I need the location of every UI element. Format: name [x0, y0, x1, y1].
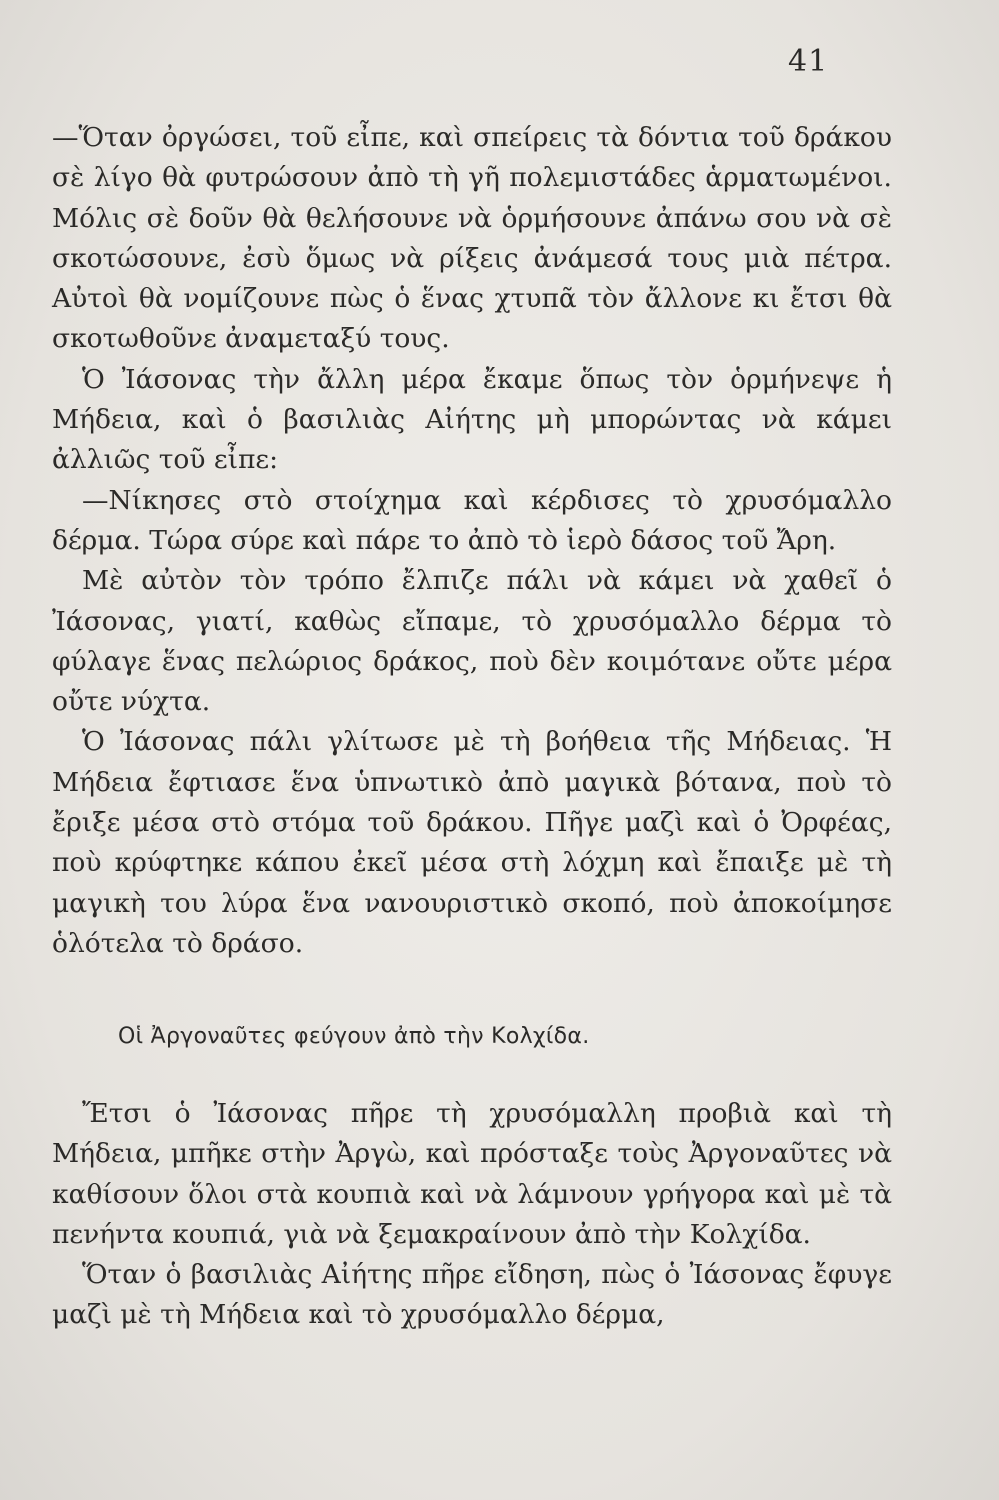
section-2-text [52, 1094, 892, 1336]
paragraph: —Νίκησες στὸ στοίχημα καὶ κέρδισες τὸ χρυσόμαλλο δέρμα. Τώρα σύρε καὶ πάρε το ἀπὸ τὸ ἱερὸ δάσος τοῦ Ἄρη. [52, 484, 892, 556]
paragraph: Ἔτσι ὁ Ἰάσονας πῆρε τὴ χρυσόμαλλη προβιὰ καὶ τὴ Μήδεια, μπῆκε στὴν Ἀργὼ, καὶ πρόσταξε τοὺς Ἀργοναῦτες νὰ καθίσουν ὅλοι στὰ κουπιὰ καὶ νὰ λάμνουν γρήγορα καὶ μὲ τὰ πενήντα κουπιά, γιὰ νὰ ξεμακραίνουν ἀπὸ τὴν Κολχίδα. [52, 1098, 892, 1250]
paragraph: Μὲ αὐτὸν τὸν τρόπο ἔλπιζε πάλι νὰ κάμει νὰ χαθεῖ ὁ Ἰάσονας, γιατί, καθὼς εἴπαμε, τὸ χρυσόμαλλο δέρμα τὸ φύλαγε ἕνας πελώριος δράκος, ποὺ δὲν κοιμότανε οὔτε μέρα οὔτε νύχτα. [52, 565, 892, 718]
paragraph: —Ὅταν ὀργώσει, τοῦ εἶπε, καὶ σπείρεις τὰ δόντια τοῦ δράκου σὲ λίγο θὰ φυτρώσουν ἀπὸ τὴ γῆ πολεμιστάδες ἁρματωμένοι. Μόλις σὲ δοῦν θὰ θελήσουνε νὰ ὁρμήσουνε ἀπάνω σου νὰ σὲ σκοτώσουνε, ἐσὺ ὅμως νὰ ρίξεις ἀνάμεσά τους μιὰ πέτρα. Αὐτοὶ θὰ νομίζουνε πὼς ὁ ἕνας χτυπᾶ τὸν ἄλλονε κι ἔτσι θὰ σκοτωθοῦνε ἀναμεταξύ τους. [52, 122, 892, 355]
section-1-text [52, 118, 892, 964]
section-heading: Οἱ Ἀργοναῦτες φεύγουν ἀπὸ τὴν Κολχίδα. [118, 1024, 590, 1049]
paragraph: Ὁ Ἰάσονας τὴν ἄλλη μέρα ἔκαμε ὅπως τὸν ὁρμήνεψε ἡ Μήδεια, καὶ ὁ βασιλιὰς Αἰήτης μὴ μπορώντας νὰ κάμει ἀλλιῶς τοῦ εἶπε: [52, 363, 892, 476]
page-number: 41 [788, 44, 829, 79]
paragraph: Ὅταν ὁ βασιλιὰς Αἰήτης πῆρε εἴδηση, πὼς ὁ Ἰάσονας ἔφυγε μαζὶ μὲ τὴ Μήδεια καὶ τὸ χρυσόμαλλο δέρμα, [52, 1259, 892, 1331]
paragraph: Ὁ Ἰάσονας πάλι γλίτωσε μὲ τὴ βοήθεια τῆς Μήδειας. Ἡ Μήδεια ἔφτιασε ἕνα ὑπνωτικὸ ἀπὸ μαγικὰ βότανα, ποὺ τὸ ἔριξε μέσα στὸ στόμα τοῦ δράκου. Πῆγε μαζὶ καὶ ὁ Ὀρφέας, ποὺ κρύφτηκε κάπου ἐκεῖ μέσα στὴ λόχμη καὶ ἔπαιξε μὲ τὴ μαγικὴ του λύρα ἕνα νανουριστικὸ σκοπό, ποὺ ἀποκοίμησε ὁλότελα τὸ δράσο. [52, 726, 892, 959]
